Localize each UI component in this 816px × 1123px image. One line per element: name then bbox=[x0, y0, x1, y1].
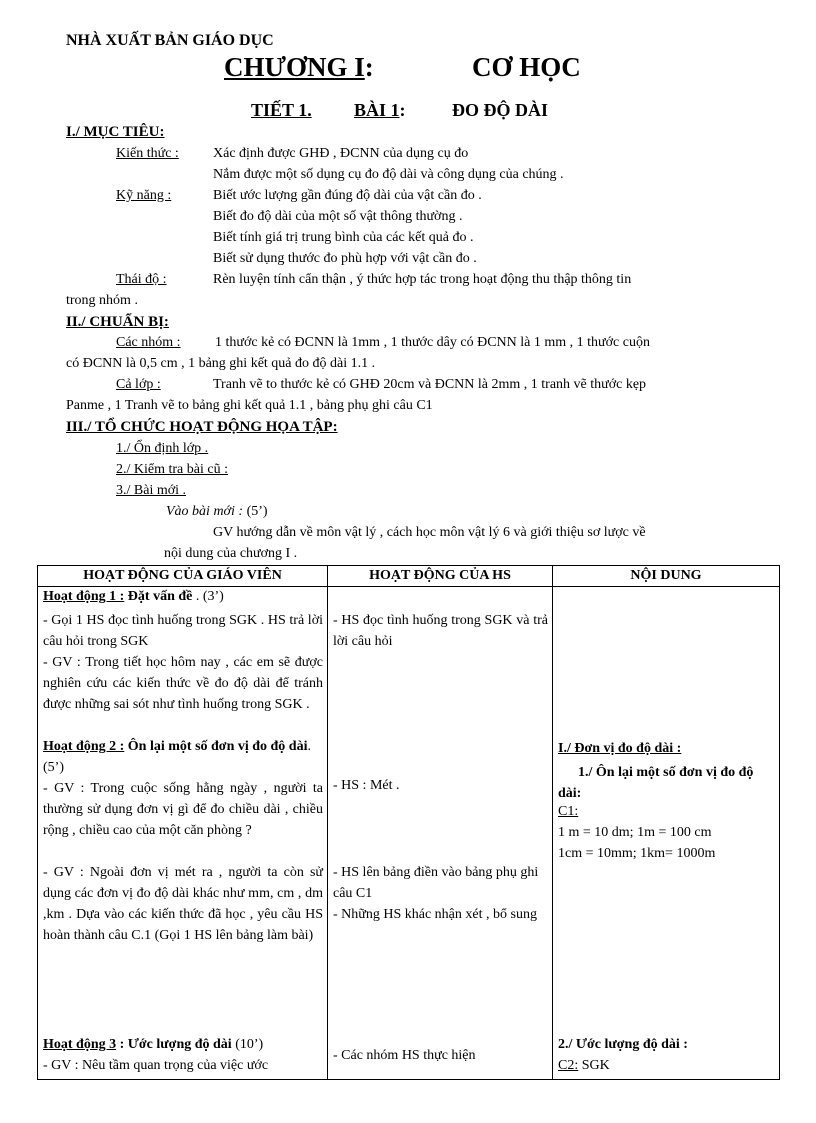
lesson-number-text: BÀI 1 bbox=[354, 100, 400, 120]
student-text-4: - Những HS khác nhận xét , bổ sung bbox=[333, 907, 537, 922]
attitude-line-1: Rèn luyện tính cẩn thận , ý thức hợp tác trong hoạt động thu thập thông tin bbox=[213, 272, 632, 287]
header-content: NỘI DUNG bbox=[553, 566, 780, 587]
activity-2-heading bbox=[43, 736, 323, 778]
activity-table bbox=[37, 565, 780, 1080]
step-3: 3./ Bài mới . bbox=[116, 483, 187, 498]
attitude-line-2: trong nhóm . bbox=[66, 293, 138, 308]
activity-1-time: . (3’) bbox=[192, 589, 224, 604]
publisher-name: NHÀ XUẤT BẢN GIÁO DỤC bbox=[66, 32, 274, 49]
groups-line-1: 1 thước kẻ có ĐCNN là 1mm , 1 thước dây có ĐCNN là 1 mm , 1 thước cuộn bbox=[215, 335, 650, 350]
chapter-label: CHƯƠNG I bbox=[224, 52, 365, 82]
lesson-period bbox=[251, 100, 312, 121]
knowledge-label: Kiến thức : bbox=[116, 146, 179, 161]
section-objectives-title bbox=[66, 124, 164, 141]
activity-1-heading bbox=[43, 589, 323, 605]
activity-3-time: (10’) bbox=[231, 1037, 264, 1052]
chapter-title: CƠ HỌC bbox=[472, 52, 581, 82]
activity-1-title: Đặt vấn đề bbox=[124, 589, 193, 604]
skill-line-2: Biết đo độ dài của một số vật thông thường . bbox=[213, 209, 463, 224]
header-teacher: HOẠT ĐỘNG CỦA GIÁO VIÊN bbox=[38, 566, 328, 587]
intro-line-2: nội dung của chương I . bbox=[164, 546, 298, 561]
section-objectives-title-text: I./ MỤC TIÊU: bbox=[66, 124, 165, 140]
table-row bbox=[38, 587, 780, 1080]
section-preparation-title-text: II./ CHUẨN BỊ: bbox=[66, 314, 169, 330]
groups-line-2: có ĐCNN là 0,5 cm , 1 bảng ghi kết quả đo độ dài 1.1 . bbox=[66, 356, 376, 371]
content-c2-label: C2: bbox=[558, 1058, 579, 1073]
content-cell bbox=[553, 587, 780, 1080]
activity-2-time: . (5’) bbox=[43, 739, 311, 775]
activity-1-label: Hoạt động 1 : bbox=[43, 589, 125, 604]
chapter-colon: : bbox=[364, 52, 374, 82]
class-line-1: Tranh vẽ to thước kẻ có GHĐ 20cm và ĐCNN là 2mm , 1 tranh vẽ thước kẹp bbox=[213, 377, 647, 392]
student-text-3: - HS lên bảng điền vào bảng phụ ghi câu C1 bbox=[333, 865, 539, 901]
class-line-2: Panme , 1 Tranh vẽ to bảng ghi kết quả 1.1 , bảng phụ ghi câu C1 bbox=[66, 398, 433, 413]
intro-time: (5’) bbox=[246, 504, 268, 519]
skills-label: Kỹ năng : bbox=[116, 188, 172, 203]
skill-line-4: Biết sử dụng thước đo phù hợp với vật cần đo . bbox=[213, 251, 477, 266]
activity-3-title: : Ước lượng độ dài bbox=[116, 1037, 232, 1052]
groups-label: Các nhóm : bbox=[116, 335, 181, 350]
content-c2-value: SGK bbox=[578, 1058, 610, 1073]
teacher-cell bbox=[38, 587, 328, 1080]
content-c1-label: C1: bbox=[558, 804, 579, 819]
student-cell bbox=[328, 587, 553, 1080]
activity-2-label: Hoạt động 2 : bbox=[43, 739, 125, 754]
knowledge-line-2: Nắm được một số dụng cụ đo độ dài và công dụng của chúng . bbox=[213, 167, 564, 182]
activity-3-text-1: - GV : Nêu tầm quan trọng của việc ước bbox=[43, 1058, 269, 1073]
step-2: 2./ Kiểm tra bài cũ : bbox=[116, 462, 228, 477]
section-activities-title-text: III./ TỔ CHỨC HOẠT ĐỘNG HỌA TẬP: bbox=[66, 419, 338, 435]
content-c1-line-2: 1cm = 10mm; 1km= 1000m bbox=[558, 846, 716, 861]
activity-2-text-2: - GV : Ngoài đơn vị mét ra , người ta còn sử dụng các đơn vị đo độ dài khác như mm, cm , dm ,km . Dựa vào các kiến thức đã học , yêu cầu HS hoàn thành câu C.1 (Gọi 1 HS lên bảng làm bài) bbox=[43, 865, 323, 943]
student-text-2: - HS : Mét . bbox=[333, 778, 400, 793]
lesson-colon: : bbox=[399, 100, 406, 120]
header-student: HOẠT ĐỘNG CỦA HS bbox=[328, 566, 553, 587]
chapter-heading bbox=[224, 52, 374, 83]
activity-2-title: Ôn lại một số đơn vị đo độ dài bbox=[124, 739, 308, 754]
intro-line-1: GV hướng dẫn về môn vật lý , cách học môn vật lý 6 và giới thiệu sơ lược về bbox=[213, 525, 646, 540]
intro-heading bbox=[166, 504, 268, 520]
content-c2 bbox=[558, 1058, 775, 1074]
step-1: 1./ Ổn định lớp . bbox=[116, 441, 209, 456]
content-section-1-sub: 1./ Ôn lại một số đơn vị đo độ dài: bbox=[558, 765, 754, 801]
lesson-title: ĐO ĐỘ DÀI bbox=[452, 100, 549, 120]
table-header-row bbox=[38, 566, 780, 587]
lesson-number bbox=[354, 100, 406, 121]
class-label: Cả lớp : bbox=[116, 377, 161, 392]
student-text-1: - HS đọc tình huống trong SGK và trả lời câu hỏi bbox=[333, 613, 548, 649]
activity-1-text-1: - Gọi 1 HS đọc tình huống trong SGK . HS trả lời câu hỏi trong SGK bbox=[43, 613, 323, 649]
section-activities-title bbox=[66, 419, 338, 436]
content-section-2-title: 2./ Ước lượng độ dài : bbox=[558, 1037, 688, 1052]
activity-3-heading bbox=[43, 1037, 323, 1053]
attitude-label: Thái độ : bbox=[116, 272, 167, 287]
intro-label: Vào bài mới : bbox=[166, 504, 244, 519]
knowledge-line-1: Xác định được GHĐ , ĐCNN của dụng cụ đo bbox=[213, 146, 469, 161]
skill-line-3: Biết tính giá trị trung bình của các kết quả đo . bbox=[213, 230, 474, 245]
content-c1-line-1: 1 m = 10 dm; 1m = 100 cm bbox=[558, 825, 712, 840]
section-preparation-title bbox=[66, 314, 169, 331]
activity-1-text-2: - GV : Trong tiết học hôm nay , các em sẽ được nghiên cứu các kiến thức về đo độ dài để tránh được những sai sót như tình huống trong SGK . bbox=[43, 655, 323, 712]
skill-line-1: Biết ước lượng gần đúng độ dài của vật cần đo . bbox=[213, 188, 482, 203]
content-section-1-title: I./ Đơn vị đo độ dài : bbox=[558, 741, 682, 756]
activity-2-text-1: - GV : Trong cuộc sống hằng ngày , người ta thường sử dụng đơn vị gì để đo chiều dài , chiều rộng , chiều cao của một căn phòng ? bbox=[43, 781, 323, 838]
activity-3-label: Hoạt động 3 bbox=[43, 1037, 117, 1052]
lesson-period-text: TIẾT 1. bbox=[251, 100, 312, 120]
student-text-5: - Các nhóm HS thực hiện bbox=[333, 1048, 476, 1063]
